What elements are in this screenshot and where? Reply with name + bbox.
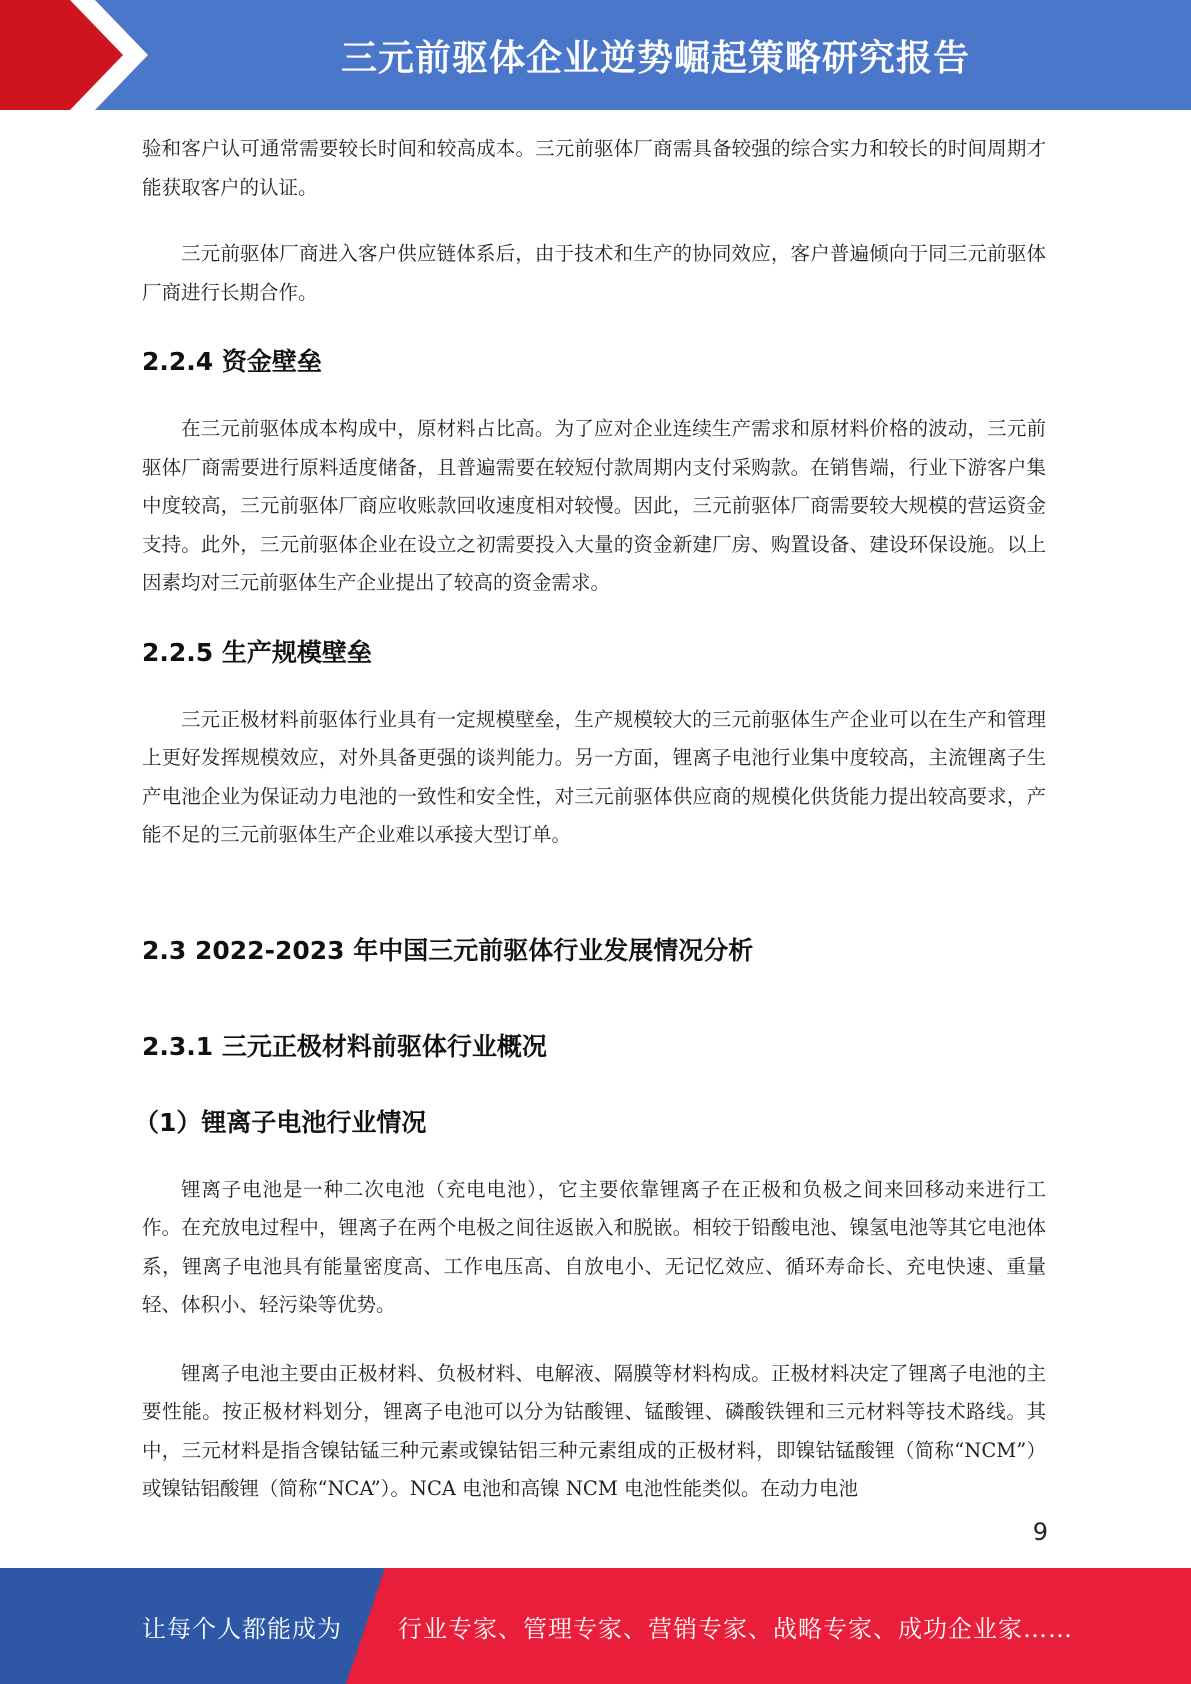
heading-2-2-4: 2.2.4 资金壁垒 xyxy=(142,347,322,376)
heading-2-2-5: 2.2.5 生产规模壁垒 xyxy=(142,637,372,667)
document-body xyxy=(134,130,1046,1509)
paragraph-cathode-materials: 锂离子电池主要由正极材料、负极材料、电解液、隔膜等材料构成。正极材料决定了锂离子电池的主要性能。按正极材料划分，锂离子电池可以分为钴酸锂、锰酸锂、磷酸铁锂和三元材料等技术路线。其中，三元材料是指含镍钴锰三种元素或镍钴铝三种元素组成的正极材料，即镍钴锰酸锂（简称“NCM”）或镍钴铝酸锂（简称“NCA”）。NCA 电池和高镍 NCM 电池性能类似。在动力电池 xyxy=(142,1361,1046,1500)
footer-slogan-right: 行业专家、管理专家、营销专家、战略专家、成功企业家…… xyxy=(398,1614,1073,1643)
page-header xyxy=(0,0,1191,110)
heading-2-3-1: 2.3.1 三元正极材料前驱体行业概况 xyxy=(142,1031,547,1061)
paragraph-scale-barrier: 三元正极材料前驱体行业具有一定规模壁垒，生产规模较大的三元前驱体生产企业可以在生产和管理上更好发挥规模效应，对外具备更强的谈判能力。另一方面，锂离子电池行业集中度较高，主流锂离子生产电池企业为保证动力电池的一致性和安全性，对三元前驱体供应商的规模化供货能力提出较高要求，产能不足的三元前驱体生产企业难以承接大型订单。 xyxy=(142,707,1046,846)
paragraph-capital-barrier: 在三元前驱体成本构成中，原材料占比高。为了应对企业连续生产需求和原材料价格的波动，三元前驱体厂商需要进行原料适度储备，且普遍需要在较短付款周期内支付采购款。在销售端，行业下游客户集中度较高，三元前驱体厂商应收账款回收速度相对较慢。因此，三元前驱体厂商需要较大规模的营运资金支持。此外，三元前驱体企业在设立之初需要投入大量的资金新建厂房、购置设备、建设环保设施。以上因素均对三元前驱体生产企业提出了较高的资金需求。 xyxy=(142,417,1046,594)
paragraph-continued: 验和客户认可通常需要较长时间和较高成本。三元前驱体厂商需具备较强的综合实力和较长的时间周期才能获取客户的认证。 xyxy=(142,137,1046,199)
header-title: 三元前驱体企业逆势崛起策略研究报告 xyxy=(340,37,970,79)
paragraph-lithium-intro: 锂离子电池是一种二次电池（充电电池），它主要依靠锂离子在正极和负极之间来回移动来进行工作。在充放电过程中，锂离子在两个电极之间往返嵌入和脱嵌。相较于铅酸电池、镍氢电池等其它电池体系，锂离子电池具有能量密度高、工作电压高、自放电小、无记忆效应、循环寿命长、充电快速、重量轻、体积小、轻污染等优势。 xyxy=(142,1177,1046,1316)
heading-2-3: 2.3 2022-2023 年中国三元前驱体行业发展情况分析 xyxy=(142,935,754,965)
page-number: 9 xyxy=(1032,1518,1048,1546)
footer-slogan-left: 让每个人都能成为 xyxy=(142,1614,342,1643)
page-footer xyxy=(0,1568,1191,1684)
paragraph-supply-chain: 三元前驱体厂商进入客户供应链体系后，由于技术和生产的协同效应，客户普遍倾向于同三元前驱体厂商进行长期合作。 xyxy=(142,242,1046,304)
heading-lithium-battery: （1）锂离子电池行业情况 xyxy=(134,1107,427,1137)
